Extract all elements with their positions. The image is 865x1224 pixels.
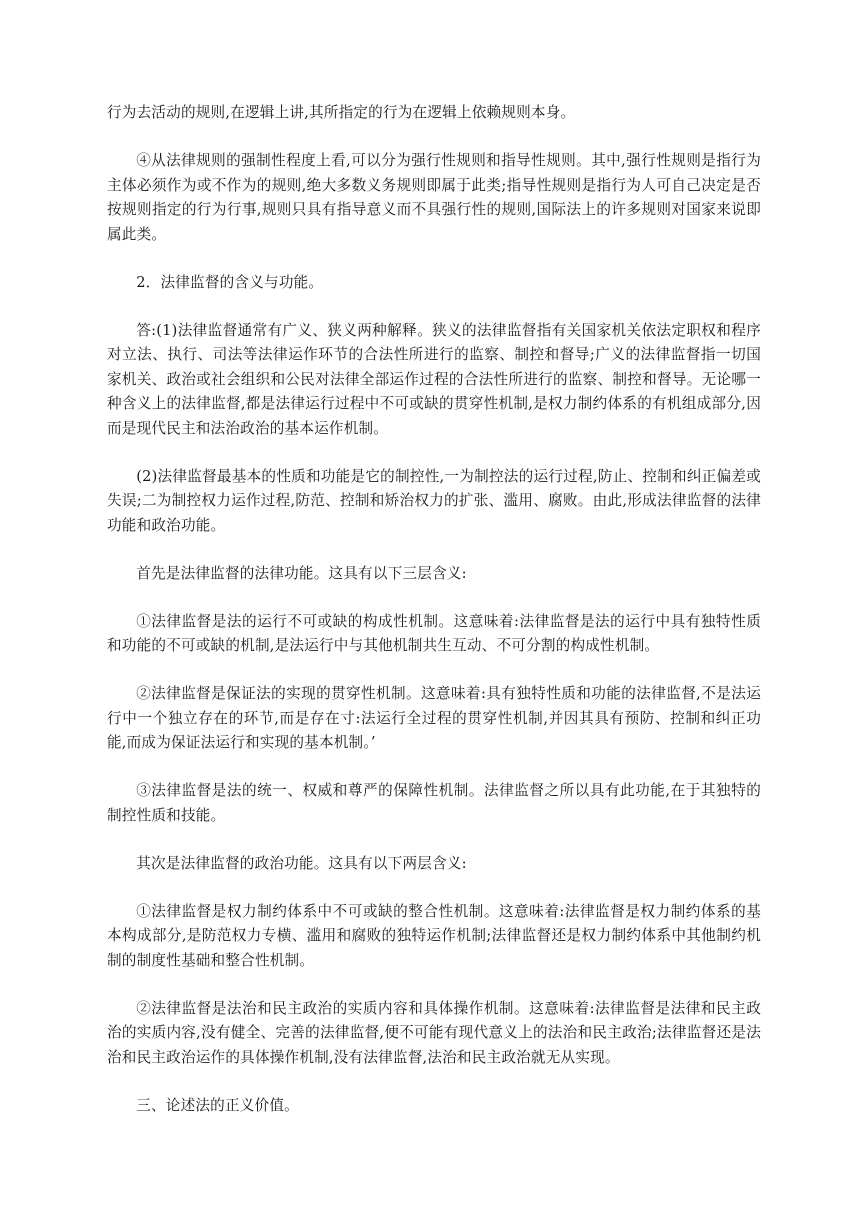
paragraph-gap <box>107 126 761 150</box>
section-heading-justice-value: 三、论述法的正义价值。 <box>136 1096 299 1114</box>
paragraph-gap <box>107 538 761 562</box>
paragraph-rule-classification: ④从法律规则的强制性程度上看,可以分为强行性规则和指导性规则。其中,强行性规则是指行为主体必须作为或不作为的规则,绝大多数义务规则即属于此类;指导性规则是指行为人可自己决定是否按规则指定的行为行事,规则只具有指导意义而不具强行性的规则,国际法上的许多规则对国家来说即属此类。 <box>107 152 761 243</box>
paragraph-gap <box>107 973 761 997</box>
paragraph-gap <box>107 247 761 271</box>
question-heading: 2．法律监督的含义与功能。 <box>136 273 324 291</box>
paragraph-gap <box>107 1070 761 1094</box>
paragraph-legal-function-intro: 首先是法律监督的法律功能。这具有以下三层含义: <box>136 564 467 582</box>
paragraph-answer-2: (2)法律监督最基本的性质和功能是它的制控性,一为制控法的运行过程,防止、控制和纠正偏差或失误;二为制控权力运作过程,防范、控制和矫治权力的扩张、滥用、腐败。由此,形成法律监督的法律功能和政治功能。 <box>107 467 761 534</box>
document-body <box>107 101 761 1118</box>
paragraph-gap <box>107 756 761 780</box>
paragraph-answer-1: 答:(1)法律监督通常有广义、狭义两种解释。狭义的法律监督指有关国家机关依法定职权和程序对立法、执行、司法等法律运作环节的合法性所进行的监察、制控和督导;广义的法律监督指一切国家机关、政治或社会组织和公民对法律全部运作过程的合法性所进行的监察、制控和督导。无论哪一种含义上的法律监督,都是法律运行过程中不可或缺的贯穿性机制,是权力制约体系的有机组成部分,因而是现代民主和法治政治的基本运作机制。 <box>107 321 761 437</box>
paragraph-gap <box>107 828 761 852</box>
paragraph-gap <box>107 295 761 319</box>
paragraph-legal-function-3: ③法律监督是法的统一、权威和尊严的保障性机制。法律监督之所以具有此功能,在于其独特的制控性质和技能。 <box>107 782 761 824</box>
paragraph-continuation: 行为去活动的规则,在逻辑上讲,其所指定的行为在逻辑上依赖规则本身。 <box>107 104 576 121</box>
paragraph-political-function-intro: 其次是法律监督的政治功能。这具有以下两层含义: <box>136 854 467 872</box>
paragraph-legal-function-1: ①法律监督是法的运行不可或缺的构成性机制。这意味着:法律监督是法的运行中具有独特性质和功能的不可或缺的机制,是法运行中与其他机制共生互动、不可分割的构成性机制。 <box>107 612 761 654</box>
paragraph-gap <box>107 659 761 683</box>
paragraph-political-function-2: ②法律监督是法治和民主政治的实质内容和具体操作机制。这意味着:法律监督是法律和民主政治的实质内容,没有健全、完善的法律监督,便不可能有现代意义上的法治和民主政治;法律监督还是法治和民主政治运作的具体操作机制,没有法律监督,法治和民主政治就无从实现。 <box>107 999 761 1066</box>
paragraph-gap <box>107 441 761 465</box>
paragraph-political-function-1: ①法律监督是权力制约体系中不可或缺的整合性机制。这意味着:法律监督是权力制约体系的基本构成部分,是防范权力专横、滥用和腐败的独特运作机制;法律监督还是权力制约体系中其他制约机制的制度性基础和整合性机制。 <box>107 902 761 969</box>
paragraph-gap <box>107 876 761 900</box>
paragraph-legal-function-2: ②法律监督是保证法的实现的贯穿性机制。这意味着:具有独特性质和功能的法律监督,不是法运行中一个独立存在的环节,而是存在寸:法运行全过程的贯穿性机制,并因其具有预防、控制和纠正功能,而成为保证法运行和实现的基本机制。’ <box>107 685 761 751</box>
paragraph-gap <box>107 586 761 610</box>
